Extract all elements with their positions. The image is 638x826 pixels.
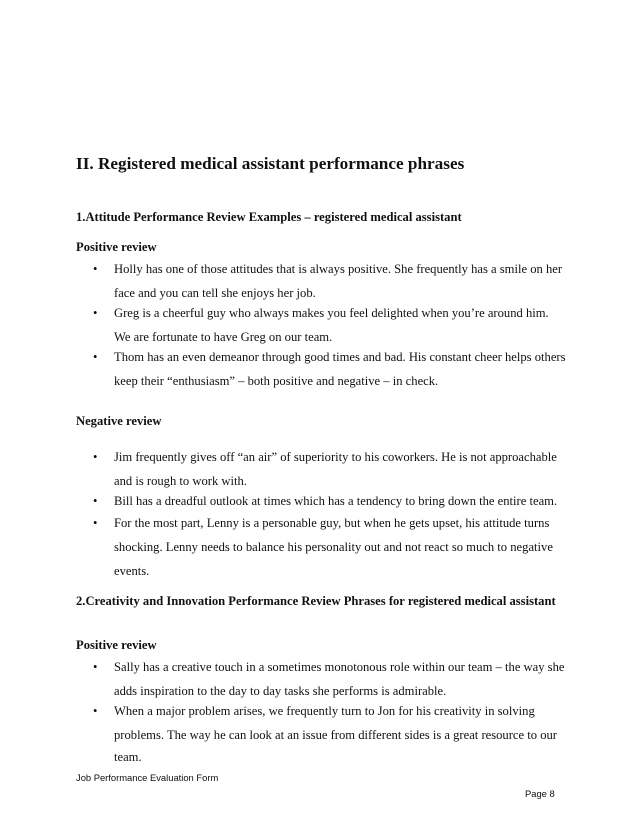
section1-negative-label: Negative review [76,414,162,428]
bullet-icon: • [93,262,98,276]
bullet-line: Greg is a cheerful guy who always makes you feel delighted when you’re around him. [114,306,549,320]
section2-positive-label: Positive review [76,638,157,652]
bullet-line: team. [114,750,142,764]
bullet-line: keep their “enthusiasm” – both positive and negative – in check. [114,374,439,388]
bullet-line: and is rough to work with. [114,474,247,488]
bullet-line: Thom has an even demeanor through good times and bad. His constant cheer helps others [114,350,566,364]
bullet-line: We are fortunate to have Greg on our team. [114,330,333,344]
footer-form-name: Job Performance Evaluation Form [76,772,219,783]
footer-page-number: Page 8 [525,788,555,799]
bullet-line: Bill has a dreadful outlook at times which has a tendency to bring down the entire team. [114,494,558,508]
bullet-icon: • [93,704,98,718]
bullet-line: When a major problem arises, we frequently turn to Jon for his creativity in solving [114,704,535,718]
bullet-line: adds inspiration to the day to day tasks she performs is admirable. [114,684,447,698]
bullet-line: Sally has a creative touch in a sometimes monotonous role within our team – the way she [114,660,565,674]
bullet-line: For the most part, Lenny is a personable guy, but when he gets upset, his attitude turns [114,516,550,530]
bullet-line: problems. The way he can look at an issue from different sides is a great resource to our [114,728,557,742]
bullet-line: Jim frequently gives off “an air” of superiority to his coworkers. He is not approachable [114,450,557,464]
section2-title: 2.Creativity and Innovation Performance Review Phrases for registered medical assistant [76,594,556,608]
bullet-line: events. [114,564,150,578]
bullet-line: shocking. Lenny needs to balance his personality out and not react so much to negative [114,540,553,554]
bullet-icon: • [93,660,98,674]
bullet-icon: • [93,350,98,364]
bullet-line: Holly has one of those attitudes that is always positive. She frequently has a smile on her [114,262,563,276]
section-heading: II. Registered medical assistant performance phrases [76,154,465,173]
bullet-icon: • [93,450,98,464]
bullet-icon: • [93,494,98,508]
bullet-icon: • [93,306,98,320]
section1-title: 1.Attitude Performance Review Examples – registered medical assistant [76,210,462,224]
section1-positive-label: Positive review [76,240,157,254]
bullet-line: face and you can tell she enjoys her job. [114,286,316,300]
bullet-icon: • [93,516,98,530]
